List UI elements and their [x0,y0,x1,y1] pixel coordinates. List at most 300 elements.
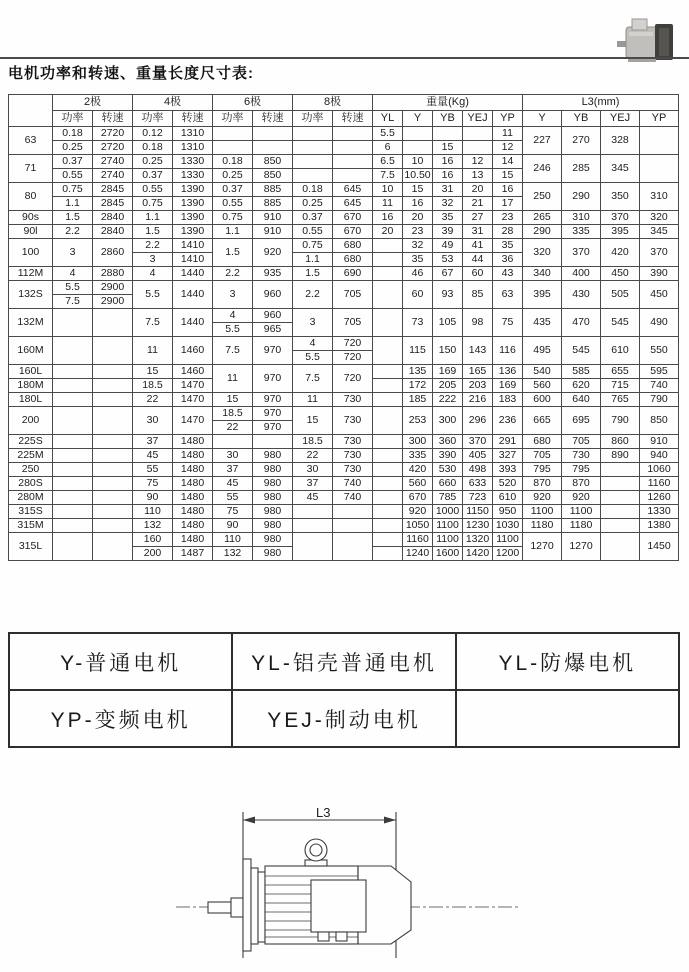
table-cell: 730 [562,449,601,463]
table-cell [333,169,373,183]
table-cell: 665 [523,407,562,435]
table-cell: 93 [433,281,463,309]
table-cell: 115 [403,337,433,365]
table-cell: 1460 [173,365,213,379]
table-cell: 720 [333,365,373,393]
table-cell: 720 [333,337,373,351]
motor-spec-table [8,94,679,561]
table-cell: 1390 [173,225,213,239]
table-cell: 23 [403,225,433,239]
table-cell: 15 [493,169,523,183]
table-cell: 645 [333,183,373,197]
table-cell: 498 [463,463,493,477]
table-cell: 31 [463,225,493,239]
table-cell: 1480 [173,491,213,505]
table-cell: 560 [523,379,562,393]
table-cell: YP [493,111,523,127]
table-cell: 200 [133,547,173,561]
table-cell: 660 [433,477,463,491]
table-cell [213,141,253,155]
table-cell: 530 [433,463,463,477]
table-cell [93,477,133,491]
table-cell: 250 [523,183,562,211]
table-cell [53,519,93,533]
table-cell [373,491,403,505]
table-cell: 2845 [93,183,133,197]
table-cell [93,309,133,337]
table-cell: 1410 [173,253,213,267]
table-cell: 740 [333,491,373,505]
table-cell [333,127,373,141]
table-row [9,155,679,169]
table-cell: 345 [640,225,679,239]
table-cell [53,435,93,449]
table-cell: 0.75 [133,197,173,211]
table-cell: 0.18 [133,141,173,155]
table-cell: 2840 [93,225,133,239]
table-cell: 46 [403,267,433,281]
table-cell: 1.1 [133,211,173,225]
table-cell: 2860 [93,239,133,267]
table-cell: 395 [601,225,640,239]
table-cell: 4 [53,267,93,281]
table-cell: 1160 [640,477,679,491]
table-cell: 150 [433,337,463,365]
table-cell: 16 [403,197,433,211]
table-cell: 935 [253,267,293,281]
table-cell: 2720 [93,141,133,155]
table-cell: 2900 [93,295,133,309]
table-cell: 44 [463,253,493,267]
table-cell: 790 [601,407,640,435]
table-cell: 0.55 [213,197,253,211]
table-cell: 180M [9,379,53,393]
table-cell: 11 [493,127,523,141]
table-cell: 980 [253,505,293,519]
table-cell [601,463,640,477]
table-cell: 730 [333,407,373,435]
table-cell: 670 [333,225,373,239]
table-cell [640,155,679,183]
table-cell [53,463,93,477]
table-cell: 160M [9,337,53,365]
table-cell [373,281,403,309]
table-cell: 1600 [433,547,463,561]
table-cell: 730 [333,393,373,407]
table-row [9,211,679,225]
table-cell: 1150 [463,505,493,519]
table-cell: 910 [253,225,293,239]
table-cell: 1330 [173,155,213,169]
table-cell: YL [373,111,403,127]
table-cell: 225S [9,435,53,449]
table-cell: 21 [463,197,493,211]
table-cell: 870 [523,477,562,491]
table-cell: 291 [493,435,523,449]
table-cell: 100 [9,239,53,267]
table-cell: 30 [293,463,333,477]
table-cell: 920 [253,239,293,267]
table-cell: 270 [562,127,601,155]
table-cell: 450 [640,281,679,309]
table-cell: 495 [523,337,562,365]
table-cell: 132 [213,547,253,561]
table-cell: 90s [9,211,53,225]
table-cell: 203 [463,379,493,393]
table-cell: 1.5 [293,267,333,281]
table-cell: 5.5 [373,127,403,141]
table-cell: 7.5 [373,169,403,183]
table-cell [373,253,403,267]
table-cell: 136 [493,365,523,379]
table-cell: 1330 [640,505,679,519]
table-cell: 18.5 [133,379,173,393]
table-row [9,505,679,519]
table-cell: 10.50 [404,169,431,182]
table-cell [53,491,93,505]
table-cell: 7.5 [213,337,253,365]
table-cell: 185 [403,393,433,407]
table-cell [53,365,93,379]
table-cell: 1.1 [53,197,93,211]
table-cell: 1160 [403,533,433,547]
table-cell: 2.2 [133,239,173,253]
table-cell [93,365,133,379]
table-cell: 205 [433,379,463,393]
table-cell: 227 [523,127,562,155]
table-cell: 400 [562,267,601,281]
table-cell: Y [523,111,562,127]
table-cell: 27 [463,211,493,225]
table-cell: YP [640,111,679,127]
table-cell: 37 [293,477,333,491]
table-cell: 11 [373,197,403,211]
table-cell: 172 [403,379,433,393]
table-cell: 35 [493,239,523,253]
table-cell: 420 [403,463,433,477]
table-cell: 1310 [173,127,213,141]
table-cell: 0.75 [213,211,253,225]
table-cell: 1390 [173,183,213,197]
table-row [9,633,679,690]
table-cell: 7.5 [293,365,333,393]
table-row [9,95,679,111]
table-cell: 1050 [403,519,433,533]
table-row [9,281,679,295]
table-cell: 183 [493,393,523,407]
table-cell [333,155,373,169]
table-cell: 430 [562,281,601,309]
dim-arrow-left-icon [243,817,255,824]
table-cell [293,127,333,141]
table-cell: 0.55 [133,183,173,197]
table-cell: 1480 [173,505,213,519]
table-cell: 10 [373,183,403,197]
table-cell: 970 [253,393,293,407]
table-row [9,491,679,505]
table-cell: 1100 [562,505,601,519]
table-cell: 32 [403,239,433,253]
spec-table-body [9,127,679,561]
table-cell: 45 [133,449,173,463]
table-cell: 55 [133,463,173,477]
table-cell: 4极 [133,95,213,111]
table-cell [53,407,93,435]
table-cell: 165 [463,365,493,379]
table-cell: 1100 [523,505,562,519]
table-cell: 960 [253,309,293,323]
table-cell: 0.25 [213,169,253,183]
table-cell: 5.5 [53,281,93,295]
table-cell: 350 [601,183,640,211]
table-cell [373,505,403,519]
table-cell [640,127,679,155]
table-cell: 22 [213,421,253,435]
table-cell: 28 [493,225,523,239]
motor-type-legend-table [8,632,680,748]
table-cell: 980 [253,491,293,505]
table-cell [93,393,133,407]
table-cell: 0.25 [293,197,333,211]
table-cell: 0.37 [53,155,93,169]
table-cell [93,449,133,463]
table-cell: 2740 [93,169,133,183]
table-cell: 22 [293,449,333,463]
table-cell: 680 [333,253,373,267]
table-cell: 395 [523,281,562,309]
table-cell [373,365,403,379]
table-cell: 705 [523,449,562,463]
motor-outline-drawing [168,806,528,968]
table-cell: 300 [403,435,433,449]
table-cell: 327 [493,449,523,463]
table-cell [253,435,293,449]
table-cell: 0.18 [53,127,93,141]
table-cell: 1480 [173,519,213,533]
table-cell: 585 [562,365,601,379]
table-cell: 功率 [213,111,253,127]
table-cell [463,127,493,141]
table-cell: 705 [333,309,373,337]
table-cell: 550 [640,337,679,365]
table-cell: 695 [562,407,601,435]
table-cell [373,477,403,491]
dim-arrow-right-icon [384,817,396,824]
table-cell: 63 [9,127,53,155]
table-cell: 1440 [173,281,213,309]
table-cell: 670 [333,211,373,225]
table-cell: 600 [523,393,562,407]
table-cell [601,533,640,561]
table-cell: 280S [9,477,53,491]
table-cell: 850 [640,407,679,435]
table-cell: 785 [433,491,463,505]
table-cell: 225M [9,449,53,463]
table-cell: 980 [253,477,293,491]
table-cell: 405 [463,449,493,463]
table-cell: 0.75 [293,239,333,253]
table-row [9,477,679,491]
table-cell: 15 [213,393,253,407]
table-cell [373,267,403,281]
table-cell: 2.2 [53,225,93,239]
table-cell: 310 [640,183,679,211]
table-cell: 0.75 [53,183,93,197]
table-cell: 90l [9,225,53,239]
table-cell: 1230 [463,519,493,533]
table-cell: 890 [601,449,640,463]
table-cell: 49 [433,239,463,253]
table-cell: 4 [293,337,333,351]
table-cell: 功率 [293,111,333,127]
table-cell: 315M [9,519,53,533]
table-cell: 328 [601,127,640,155]
table-cell: 1410 [173,239,213,253]
table-cell: 11 [293,393,333,407]
table-cell [333,505,373,519]
motor-dimension-diagram [168,806,528,968]
table-cell [53,337,93,365]
table-cell: 216 [463,393,493,407]
table-cell [53,379,93,393]
table-cell: 740 [640,379,679,393]
table-cell: 1470 [173,407,213,435]
table-cell: Y-普通电机 [9,633,232,690]
table-cell: YP-变频电机 [9,690,232,747]
table-cell: 246 [523,155,562,183]
table-cell [93,463,133,477]
table-cell [9,95,53,127]
table-cell: 160L [9,365,53,379]
table-cell: 250 [9,463,53,477]
table-cell: 765 [601,393,640,407]
table-row [9,449,679,463]
table-cell: 370 [640,239,679,267]
table-cell: 转速 [253,111,293,127]
table-cell: 11 [213,365,253,393]
table-cell: 1.5 [213,239,253,267]
table-cell [53,477,93,491]
table-cell: 2900 [93,281,133,295]
table-cell: 296 [463,407,493,435]
table-cell: 转速 [173,111,213,127]
table-cell: 645 [333,197,373,211]
dimension-label: L3 [316,806,331,820]
table-cell: 15 [293,407,333,435]
table-cell: 5.5 [213,323,253,337]
table-cell: 335 [562,225,601,239]
table-cell: 1480 [173,533,213,547]
table-cell: 850 [253,155,293,169]
table-cell: 37 [133,435,173,449]
table-cell: 39 [433,225,463,239]
table-cell: 1440 [173,267,213,281]
table-cell [373,309,403,337]
table-row [9,183,679,197]
table-cell: 132S [9,281,53,309]
table-cell: 980 [253,463,293,477]
table-cell: 290 [562,183,601,211]
table-cell: 75 [133,477,173,491]
table-row [9,239,679,253]
table-cell: 705 [333,281,373,309]
table-cell [433,127,463,141]
table-cell: 85 [463,281,493,309]
table-cell: 970 [253,365,293,393]
table-cell: 540 [523,365,562,379]
table-cell: YL-防爆电机 [456,633,679,690]
table-cell: 335 [403,449,433,463]
table-cell: 610 [493,491,523,505]
table-cell: 12 [463,155,493,169]
table-cell: 690 [333,267,373,281]
table-cell: 345 [601,155,640,183]
table-cell: 850 [253,169,293,183]
table-cell: 200 [9,407,53,435]
table-cell: 32 [433,197,463,211]
table-cell: 4 [133,267,173,281]
table-cell [373,449,403,463]
table-cell: 620 [562,379,601,393]
table-cell: 35 [403,253,433,267]
table-cell: 1100 [433,533,463,547]
table-cell [213,127,253,141]
table-cell: 12 [493,141,523,155]
table-cell: 310 [562,211,601,225]
table-cell [293,155,333,169]
table-row [9,690,679,747]
table-cell: 15 [133,365,173,379]
table-cell: 390 [640,267,679,281]
table-cell: 90 [213,519,253,533]
table-cell: 980 [253,519,293,533]
table-cell [253,141,293,155]
table-cell: 1060 [640,463,679,477]
header-divider [0,57,689,59]
table-cell: 73 [403,309,433,337]
table-cell: 105 [433,309,463,337]
table-cell: 7.5 [133,309,173,337]
table-cell: 320 [523,239,562,267]
table-cell [53,533,93,561]
table-cell: 23 [493,211,523,225]
table-row [9,407,679,421]
table-cell: 450 [601,267,640,281]
table-cell: 720 [333,351,373,365]
table-cell: 393 [493,463,523,477]
table-cell: 0.37 [293,211,333,225]
table-cell [93,533,133,561]
table-cell: 490 [640,309,679,337]
table-cell [93,379,133,393]
table-cell [463,141,493,155]
table-cell: 112M [9,267,53,281]
table-cell: 730 [333,463,373,477]
table-cell: 2极 [53,95,133,111]
table-cell: 980 [253,547,293,561]
table-row [9,111,679,127]
table-cell: 655 [601,365,640,379]
table-cell: 1.1 [213,225,253,239]
table-cell: 67 [433,267,463,281]
table-cell: 110 [133,505,173,519]
table-cell: 132M [9,309,53,337]
table-cell: 3 [53,239,93,267]
table-cell: 1100 [493,533,523,547]
table-cell: 505 [601,281,640,309]
table-cell [373,547,403,561]
table-cell: 转速 [93,111,133,127]
